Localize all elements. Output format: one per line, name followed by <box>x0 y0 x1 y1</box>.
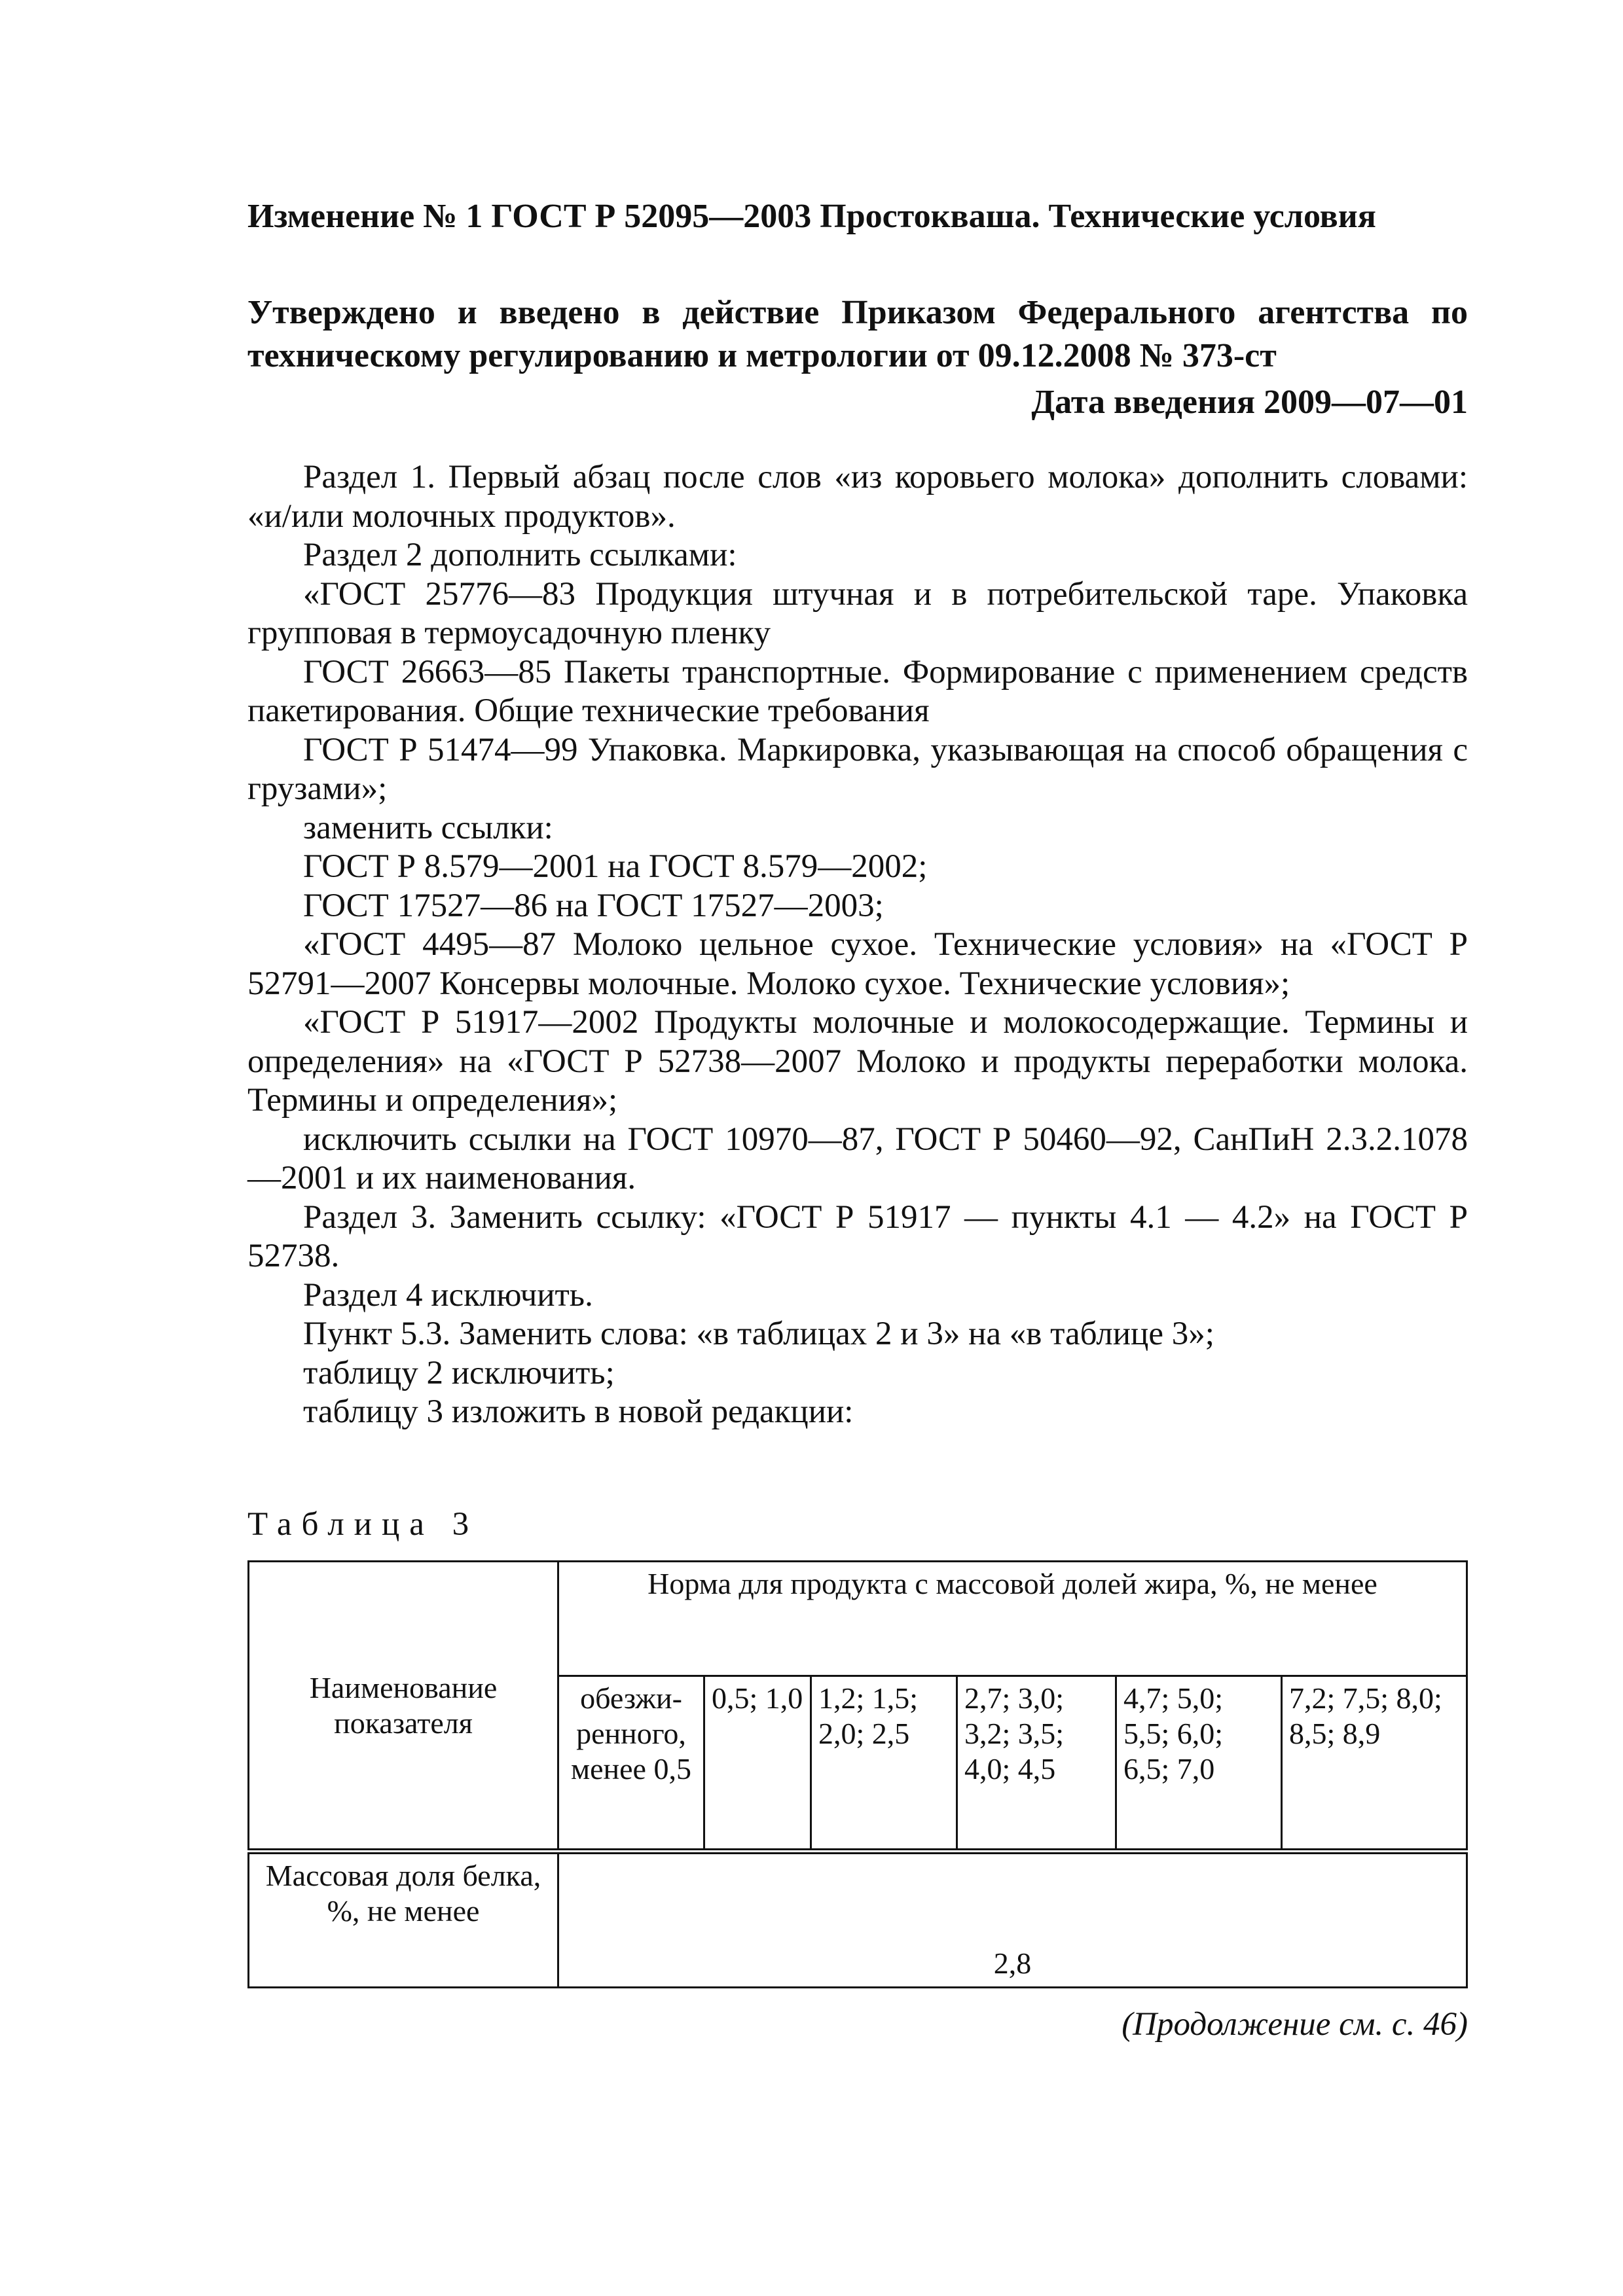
header-indicator-name: Наименование показателя <box>249 1562 558 1852</box>
paragraph: исключить ссылки на ГОСТ 10970—87, ГОСТ Р 50460—92, СанПиН 2.3.2.1078—2001 и их наименования. <box>247 1121 1468 1196</box>
paragraph: Раздел 3. Заменить ссылку: «ГОСТ Р 51917 — пункты 4.1 — 4.2» на ГОСТ Р 52738. <box>247 1198 1468 1274</box>
subheader-fat-group: обезжи-ренного, менее 0,5 <box>558 1676 704 1852</box>
subheader-fat-group: 4,7; 5,0; 5,5; 6,0; 6,5; 7,0 <box>1116 1676 1282 1852</box>
paragraph: таблицу 3 изложить в новой редакции: <box>303 1393 854 1430</box>
effective-date: Дата введения 2009—07—01 <box>1031 384 1468 421</box>
paragraph: заменить ссылки: <box>303 809 553 846</box>
row-value: 2,8 <box>558 1852 1467 1988</box>
paragraph: Раздел 2 дополнить ссылками: <box>303 537 737 573</box>
paragraph: «ГОСТ Р 51917—2002 Продукты молочные и молокосодержащие. Термины и определения» на «ГОСТ Р 52738—2007 Молоко и продукты переработки молока. Термины и определения»; <box>247 1004 1468 1119</box>
paragraph: ГОСТ Р 8.579—2001 на ГОСТ 8.579—2002; <box>303 848 928 885</box>
table-row <box>249 1852 1467 1988</box>
paragraph: ГОСТ Р 51474—99 Упаковка. Маркировка, указывающая на способ обращения с грузами»; <box>247 731 1468 807</box>
paragraph: «ГОСТ 25776—83 Продукция штучная и в потребительской таре. Упаковка групповая в термоусадочную пленку <box>247 575 1468 651</box>
amendment-title: Изменение № 1 ГОСТ Р 52095—2003 Простокваша. Технические условия <box>247 198 1376 235</box>
subheader-fat-group: 2,7; 3,0; 3,2; 3,5; 4,0; 4,5 <box>957 1676 1116 1852</box>
paragraph: Раздел 4 исключить. <box>303 1276 593 1314</box>
paragraph: ГОСТ 17527—86 на ГОСТ 17527—2003; <box>303 887 884 924</box>
approval-statement: Утверждено и введено в действие Приказом Федерального агентства по техническому регулированию и метрологии от 09.12.2008 № 373-ст <box>247 294 1468 374</box>
paragraph: ГОСТ 26663—85 Пакеты транспортные. Формирование с применением средств пакетирования. Общие технические требования <box>247 653 1468 729</box>
continuation-note: (Продолжение см. с. 46) <box>1122 2006 1468 2043</box>
paragraph: Раздел 1. Первый абзац после слов «из коровьего молока» дополнить словами: «и/или молочных продуктов». <box>247 459 1468 535</box>
paragraph: Пункт 5.3. Заменить слова: «в таблицах 2 и 3» на «в таблице 3»; <box>303 1316 1214 1352</box>
header-norm: Норма для продукта с массовой долей жира, %, не менее <box>558 1562 1467 1676</box>
paragraph: таблицу 2 исключить; <box>303 1354 615 1391</box>
paragraph: «ГОСТ 4495—87 Молоко цельное сухое. Технические условия» на «ГОСТ Р 52791—2007 Консервы молочные. Молоко сухое. Технические условия»; <box>247 926 1468 1002</box>
table-caption: Таблица 3 <box>247 1506 479 1543</box>
subheader-fat-group: 1,2; 1,5; 2,0; 2,5 <box>811 1676 957 1852</box>
table-3 <box>247 1560 1468 1988</box>
subheader-fat-group: 0,5; 1,0 <box>704 1676 811 1852</box>
subheader-fat-group: 7,2; 7,5; 8,0; 8,5; 8,9 <box>1282 1676 1467 1852</box>
amendment-body <box>247 458 1468 1432</box>
row-indicator-name: Массовая доля белка, %, не менее <box>249 1852 558 1988</box>
